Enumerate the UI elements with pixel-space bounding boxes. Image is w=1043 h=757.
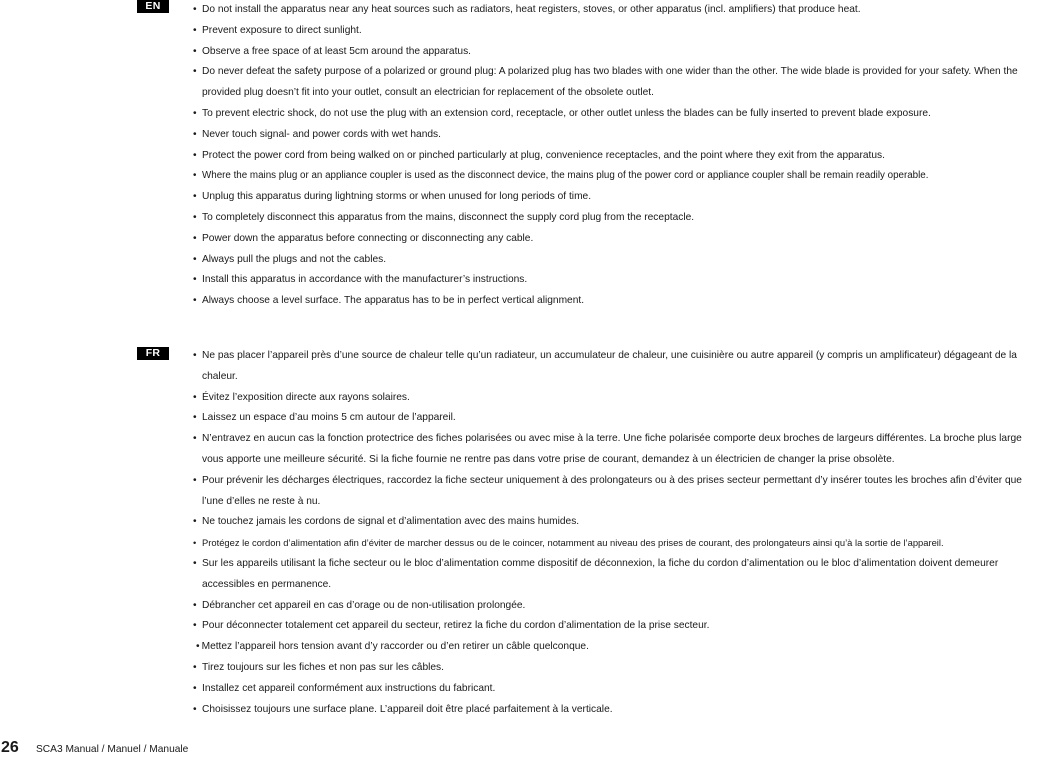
- list-item: • Do not install the apparatus near any heat sources such as radiators, heat registers, stoves, or other apparatus (incl. amplifiers) that produce heat.: [193, 4, 861, 15]
- list-item: • Pour prévenir les décharges électriques, raccordez la fiche secteur uniquement à des prolongateurs ou à des prises secteur permettant d’y insérer toutes les broches afin d’éviter que l’une d’elles ne reste à nu.: [193, 474, 1022, 507]
- list-item: • Where the mains plug or an appliance coupler is used as the disconnect device, the mains plug of the power cord or appliance coupler shall be remain readily operable.: [193, 170, 929, 182]
- list-item: • Prevent exposure to direct sunlight.: [193, 24, 362, 36]
- list-item: • Ne touchez jamais les cordons de signal et d’alimentation avec des mains humides.: [193, 516, 580, 528]
- page-number: 26: [1, 739, 19, 756]
- language-badge-fr: FR: [137, 347, 169, 360]
- list-item: • Installez cet appareil conformément aux instructions du fabricant.: [193, 682, 496, 694]
- list-item: • Protect the power cord from being walked on or pinched particularly at plug, convenience receptacles, and the point where they exit from the apparatus.: [193, 149, 885, 161]
- language-badge-en: EN: [137, 0, 169, 13]
- list-item: • Choisissez toujours une surface plane. L’appareil doit être placé parfaitement à la verticale.: [193, 703, 613, 715]
- list-item: • Install this apparatus in accordance with the manufacturer’s instructions.: [193, 274, 528, 286]
- list-item: • Unplug this apparatus during lightning storms or when unused for long periods of time.: [193, 191, 592, 203]
- list-item: • Évitez l’exposition directe aux rayons solaires.: [193, 391, 410, 403]
- list-item: • Always pull the plugs and not the cables.: [193, 253, 387, 265]
- list-item: • Sur les appareils utilisant la fiche secteur ou le bloc d’alimentation comme dispositif de déconnexion, la fiche du cordon d’alimentation ou le bloc d’alimentation doivent demeurer accessibles en permanence.: [193, 557, 999, 590]
- safety-list-fr: [0, 346, 1043, 720]
- list-item: • N’entravez en aucun cas la fonction protectrice des fiches polarisées ou avec mise à la terre. Une fiche polarisée comporte deux broches de largeurs différentes. La broche plus large vous apporte une meilleure sécurité. Si la fiche fournie ne rentre pas dans votre prise de courant, demandez à un électricien de changer la prise obsolète.: [193, 433, 1022, 465]
- list-item: • Always choose a level surface. The apparatus has to be in perfect vertical alignment.: [193, 295, 585, 307]
- list-item: • To completely disconnect this apparatus from the mains, disconnect the supply cord plug from the receptacle.: [193, 211, 695, 223]
- list-item: • Protégez le cordon d’alimentation afin d’éviter de marcher dessus ou de le coincer, notamment au niveau des prises de courant, des prolongateurs ainsi qu’à la sortie de l’appareil.: [193, 537, 944, 549]
- list-item: • Laissez un espace d’au moins 5 cm autour de l’appareil.: [193, 412, 456, 424]
- list-item: • Débrancher cet appareil en cas d’orage ou de non-utilisation prolongée.: [193, 599, 526, 611]
- safety-list-en: [0, 0, 1043, 312]
- list-item: • Never touch signal- and power cords with wet hands.: [193, 128, 441, 140]
- manual-title: SCA3 Manual / Manuel / Manuale: [36, 744, 189, 755]
- list-item: • Tirez toujours sur les fiches et non pas sur les câbles.: [193, 661, 444, 673]
- list-item: • Pour déconnecter totalement cet appareil du secteur, retirez la fiche du cordon d’alimentation de la prise secteur.: [193, 620, 710, 632]
- list-item: • To prevent electric shock, do not use the plug with an extension cord, receptacle, or other outlet unless the blades can be fully inserted to prevent blade exposure.: [193, 107, 931, 119]
- list-item: • Ne pas placer l’appareil près d’une source de chaleur telle qu’un radiateur, un accumulateur de chaleur, une cuisinière ou autre appareil (y compris un amplificateur) dégageant de la chaleur.: [193, 350, 1017, 382]
- list-item: • Do never defeat the safety purpose of a polarized or ground plug: A polarized plug has two blades with one wider than the other. The wide blade is provided for your safety. When the provided plug doesn’t fit into your outlet, consult an electrician for replacement of the obsolete outlet.: [193, 66, 1018, 99]
- list-item: • Power down the apparatus before connecting or disconnecting any cable.: [193, 232, 534, 244]
- list-item: • Observe a free space of at least 5cm around the apparatus.: [193, 45, 471, 57]
- list-item: • Mettez l’appareil hors tension avant d’y raccorder ou d’en retirer un câble quelconque.: [196, 641, 589, 653]
